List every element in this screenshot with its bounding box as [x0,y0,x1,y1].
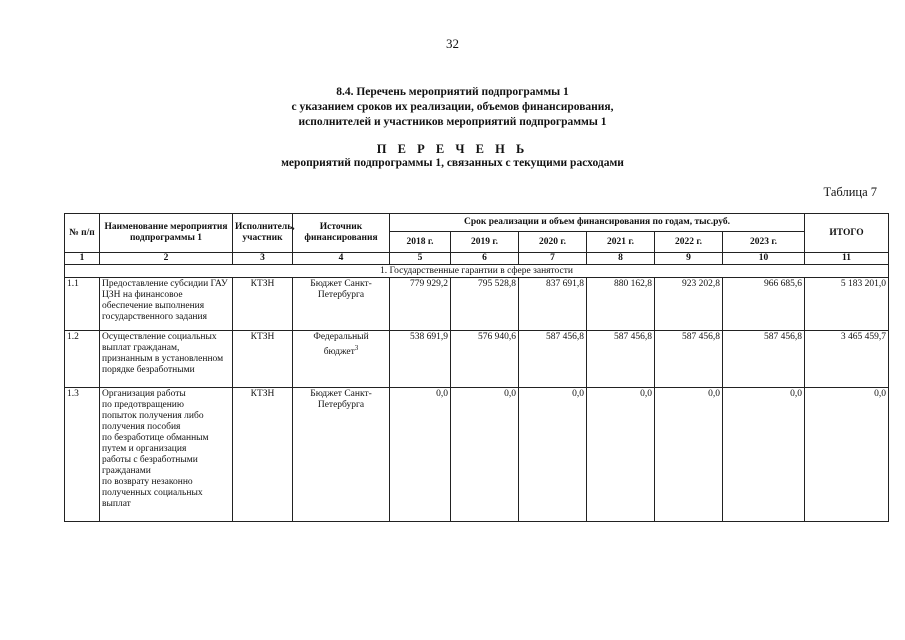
header-source: Источник финансирования [293,214,390,253]
row-name-line: Организация работы [102,389,186,399]
row-executor: КТЗН [233,388,293,522]
table-label: Таблица 7 [823,185,877,199]
row-value: 587 456,8 [587,331,655,388]
column-number: 11 [805,253,889,265]
row-value: 966 685,6 [723,278,805,331]
section-title: 1. Государственные гарантии в сфере занятости [65,265,889,278]
page-number: 32 [446,36,459,51]
column-number: 10 [723,253,805,265]
row-value: 0,0 [451,388,519,522]
footnote-mark: 3 [354,344,359,352]
row-value: 587 456,8 [723,331,805,388]
row-name [100,388,233,522]
column-number: 7 [519,253,587,265]
column-number: 5 [390,253,451,265]
table-row [65,388,889,522]
column-number: 2 [100,253,233,265]
header-year: 2023 г. [723,232,805,253]
row-name-line: полученных социальных [102,488,203,498]
row-value: 0,0 [587,388,655,522]
header-year: 2022 г. [655,232,723,253]
row-value: 923 202,8 [655,278,723,331]
table-row [65,278,889,331]
column-number: 9 [655,253,723,265]
row-value: 0,0 [655,388,723,522]
row-name-line: по безработице обманным [102,433,209,443]
row-value: 0,0 [723,388,805,522]
row-value: 779 929,2 [390,278,451,331]
row-value: 0,0 [519,388,587,522]
row-total: 5 183 201,0 [805,278,889,331]
row-name: Осуществление социальных выплат гражданам, признанным в установленном порядке безработными [100,331,233,388]
row-value: 587 456,8 [519,331,587,388]
header-period: Срок реализации и объем финансирования по годам, тыс.руб. [390,214,805,232]
header-executor: Исполнитель, участник [233,214,293,253]
row-total: 0,0 [805,388,889,522]
row-num: 1.1 [65,278,100,331]
row-num: 1.2 [65,331,100,388]
column-number: 3 [233,253,293,265]
heading-line-2: с указанием сроков их реализации, объемов финансирования, [291,101,614,113]
section-row [65,265,889,278]
header-num: № п/п [65,214,100,253]
column-number: 4 [293,253,390,265]
heading-line-1: 8.4. Перечень мероприятий подпрограммы 1 [336,86,569,98]
row-name-line: по возврату незаконно [102,477,193,487]
row-value: 587 456,8 [655,331,723,388]
row-name-line: работы с безработными [102,455,198,465]
row-value: 576 940,6 [451,331,519,388]
row-value: 837 691,8 [519,278,587,331]
table-row [65,331,889,388]
row-name: Предоставление субсидии ГАУ ЦЗН на финансовое обеспечение выполнения государственного задания [100,278,233,331]
heading-line-3: исполнителей и участников мероприятий подпрограммы 1 [298,116,607,128]
header-total: ИТОГО [805,214,889,253]
column-number: 6 [451,253,519,265]
row-total: 3 465 459,7 [805,331,889,388]
row-name-line: попыток получения либо [102,411,204,421]
row-name-line: гражданами [102,466,151,476]
section-heading [0,85,905,130]
row-source: Бюджет Санкт-Петербурга [293,278,390,331]
column-number: 8 [587,253,655,265]
row-value: 538 691,9 [390,331,451,388]
column-number-row [65,253,889,265]
perechen-title: П Е Р Е Ч Е Н Ь [376,142,529,156]
row-source-text: Федеральный бюджет [313,332,369,358]
header-name: Наименование мероприятия подпрограммы 1 [100,214,233,253]
row-executor: КТЗН [233,331,293,388]
row-name-line: получения пособия [102,422,181,432]
row-value: 0,0 [390,388,451,522]
column-number: 1 [65,253,100,265]
activities-table [64,213,889,522]
row-source [293,331,390,388]
row-num: 1.3 [65,388,100,522]
row-name-line: путем и организация [102,444,187,454]
row-source: Бюджет Санкт-Петербурга [293,388,390,522]
header-year: 2021 г. [587,232,655,253]
row-value: 880 162,8 [587,278,655,331]
row-name-line: выплат [102,499,131,509]
header-year: 2018 г. [390,232,451,253]
header-year: 2019 г. [451,232,519,253]
row-executor: КТЗН [233,278,293,331]
header-year: 2020 г. [519,232,587,253]
perechen-subtitle: мероприятий подпрограммы 1, связанных с текущими расходами [281,157,624,169]
row-value: 795 528,8 [451,278,519,331]
row-name-line: по предотвращению [102,400,184,410]
